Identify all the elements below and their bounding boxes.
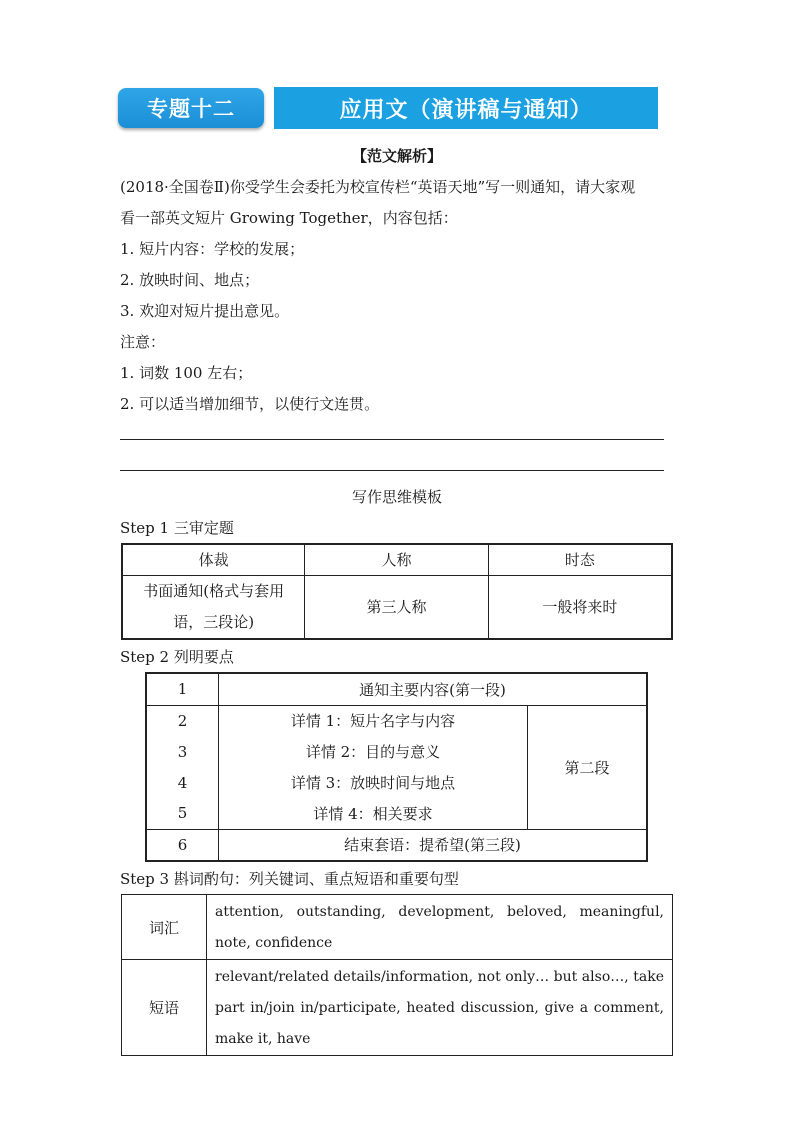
phrases-text: relevant/related details/information, not only… but also…, take part in/join in/participate, heated discussion, give a comment, make it, have <box>207 960 673 1056</box>
template-title: 写作思维模板 <box>351 488 442 506</box>
header-genre: 体裁 <box>122 544 305 575</box>
row-number: 1 <box>146 673 219 705</box>
row-text: 通知主要内容(第一段) <box>219 673 648 705</box>
prompt-item-3: 3. 欢迎对短片提出意见。 <box>120 302 290 320</box>
cell-genre-line-2: 语，三段论) <box>173 612 255 631</box>
prompt-item-2: 2. 放映时间、地点； <box>120 271 260 289</box>
row-text: 详情 2：目的与意义 <box>219 736 528 767</box>
header-tense: 时态 <box>488 544 672 575</box>
row-number: 4 <box>146 767 219 798</box>
row-text: 详情 3：放映时间与地点 <box>219 767 528 798</box>
vocabulary-text: attention, outstanding, development, beloved, meaningful, note, confidence <box>207 895 673 960</box>
step1-table <box>121 543 673 640</box>
step2-label: Step 2 列明要点 <box>120 648 234 666</box>
step3-label: Step 3 斟词酌句：列关键词、重点短语和重要句型 <box>120 870 459 888</box>
prompt-line-1: (2018·全国卷Ⅱ)你受学生会委托为校宣传栏“英语天地”写一则通知，请大家观 <box>120 178 636 196</box>
row-text: 详情 1：短片名字与内容 <box>219 705 528 736</box>
answer-line-1 <box>120 439 664 440</box>
cell-tense: 一般将来时 <box>488 575 672 639</box>
merged-cell-paragraph-two: 第二段 <box>528 705 648 829</box>
topic-title-banner: 应用文（演讲稿与通知） <box>274 87 658 129</box>
answer-line-2 <box>120 470 664 471</box>
note-label: 注意： <box>120 333 166 351</box>
category-vocabulary: 词汇 <box>122 895 207 960</box>
step1-label: Step 1 三审定题 <box>120 519 234 537</box>
row-number: 3 <box>146 736 219 767</box>
header-person: 人称 <box>305 544 488 575</box>
note-1: 1. 词数 100 左右； <box>120 364 253 382</box>
step2-table <box>145 672 648 862</box>
row-number: 6 <box>146 829 219 861</box>
section-title: 【范文解析】 <box>351 147 442 165</box>
cell-genre <box>122 575 305 639</box>
cell-person: 第三人称 <box>305 575 488 639</box>
note-2: 2. 可以适当增加细节，以使行文连贯。 <box>120 395 380 413</box>
prompt-item-1: 1. 短片内容：学校的发展； <box>120 240 305 258</box>
row-number: 5 <box>146 798 219 829</box>
step3-table <box>121 894 673 1056</box>
cell-genre-line-1: 书面通知(格式与套用 <box>143 581 285 600</box>
category-phrases: 短语 <box>122 960 207 1056</box>
row-text: 详情 4：相关要求 <box>219 798 528 829</box>
prompt-line-2: 看一部英文短片 Growing Together，内容包括： <box>120 209 458 227</box>
topic-badge: 专题十二 <box>118 88 264 128</box>
row-number: 2 <box>146 705 219 736</box>
row-text: 结束套语：提希望(第三段) <box>219 829 648 861</box>
